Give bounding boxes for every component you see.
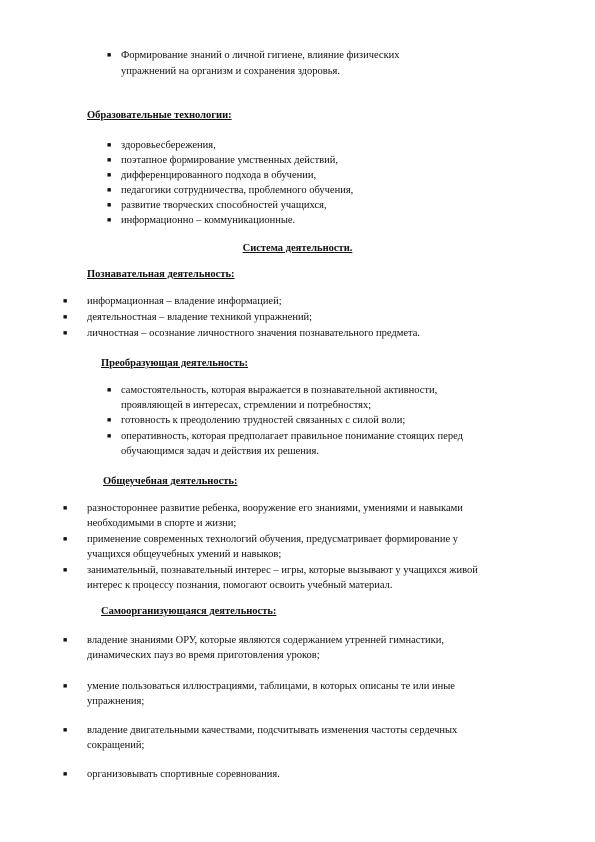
tech-item: поэтапное формирование умственных действий, bbox=[121, 155, 338, 166]
bullet-marker: ■ bbox=[107, 201, 112, 209]
cognitive-item: личностная – осознание личностного значения познавательного предмета. bbox=[87, 328, 421, 339]
transform-item-line: оперативность, которая предполагает правильное понимание стоящих перед bbox=[121, 431, 463, 442]
system-heading-wrap bbox=[0, 238, 595, 256]
bullet-marker: ■ bbox=[107, 186, 112, 194]
tech-heading: Образовательные технологии: bbox=[87, 110, 232, 121]
selforg-item-line: умение пользоваться иллюстрациями, таблицами, в которых описаны те или иные bbox=[87, 681, 455, 692]
transform-item-line: проявляющей в интересах, стремлении и потребностях; bbox=[121, 400, 372, 411]
transform-item-line: готовность к преодолению трудностей связанных с силой воли; bbox=[121, 415, 406, 426]
general-item-line: необходимыми в спорте и жизни; bbox=[87, 518, 237, 529]
bullet-marker: ■ bbox=[63, 297, 68, 305]
bullet-marker: ■ bbox=[63, 636, 68, 644]
selforg-item-line: динамических пауз во время приготовления уроков; bbox=[87, 650, 320, 661]
general-heading: Общеучебная деятельность: bbox=[103, 476, 238, 487]
bullet-marker: ■ bbox=[63, 682, 68, 690]
system-heading: Система деятельности. bbox=[242, 243, 353, 254]
selforg-item-line: владение знаниями ОРУ, которые являются содержанием утренней гимнастики, bbox=[87, 635, 445, 646]
general-item-line: интерес к процессу познания, помогают освоить учебный материал. bbox=[87, 580, 393, 591]
tech-item: информационно – коммуникационные. bbox=[121, 215, 296, 226]
bullet-marker: ■ bbox=[107, 156, 112, 164]
general-item-line: занимательный, познавательный интерес – игры, которые вызывают у учащихся живой bbox=[87, 565, 478, 576]
bullet-marker: ■ bbox=[63, 329, 68, 337]
bullet-marker: ■ bbox=[107, 171, 112, 179]
bullet-marker: ■ bbox=[63, 770, 68, 778]
bullet-marker: ■ bbox=[107, 432, 112, 440]
selforg-item-line: упражнения; bbox=[87, 696, 145, 707]
selforg-item-line: сокращений; bbox=[87, 740, 145, 751]
bullet-marker: ■ bbox=[63, 313, 68, 321]
transform-heading: Преобразующая деятельность: bbox=[101, 358, 249, 369]
bullet-marker: ■ bbox=[107, 141, 112, 149]
bullet-marker: ■ bbox=[63, 535, 68, 543]
general-item-line: применение современных технологий обучения, предусматривает формирование у bbox=[87, 534, 459, 545]
cognitive-heading: Познавательная деятельность: bbox=[87, 269, 235, 280]
intro-bullet-line-1: Формирование знаний о личной гигиене, влияние физических bbox=[121, 50, 400, 61]
bullet-marker: ■ bbox=[63, 726, 68, 734]
cognitive-item: деятельностная – владение техникой упражнений; bbox=[87, 312, 313, 323]
tech-item: развитие творческих способностей учащихся, bbox=[121, 200, 327, 211]
transform-item-line: самостоятельность, которая выражается в познавательной активности, bbox=[121, 385, 438, 396]
general-item-line: учащихся общеучебных умений и навыков; bbox=[87, 549, 282, 560]
bullet-marker: ■ bbox=[107, 386, 112, 394]
tech-item: дифференцированного подхода в обучении, bbox=[121, 170, 317, 181]
transform-item-line: обучающимся задач и действия их решения. bbox=[121, 446, 319, 457]
selforg-item-line: организовывать спортивные соревнования. bbox=[87, 769, 280, 780]
bullet-marker: ■ bbox=[63, 566, 68, 574]
bullet-marker: ■ bbox=[107, 51, 112, 59]
selforg-heading: Самоорганизующаяся деятельность: bbox=[101, 606, 277, 617]
selforg-item-line: владение двигательными качествами, подсчитывать изменения частоты сердечных bbox=[87, 725, 458, 736]
bullet-marker: ■ bbox=[63, 504, 68, 512]
tech-item: педагогики сотрудничества, проблемного обучения, bbox=[121, 185, 354, 196]
cognitive-item: информационная – владение информацией; bbox=[87, 296, 282, 307]
tech-item: здоровьесбережения, bbox=[121, 140, 216, 151]
general-item-line: разностороннее развитие ребенка, вооружение его знаниями, умениями и навыками bbox=[87, 503, 463, 514]
intro-bullet-line-2: упражнений на организм и сохранения здоровья. bbox=[121, 66, 340, 77]
bullet-marker: ■ bbox=[107, 216, 112, 224]
bullet-marker: ■ bbox=[107, 416, 112, 424]
